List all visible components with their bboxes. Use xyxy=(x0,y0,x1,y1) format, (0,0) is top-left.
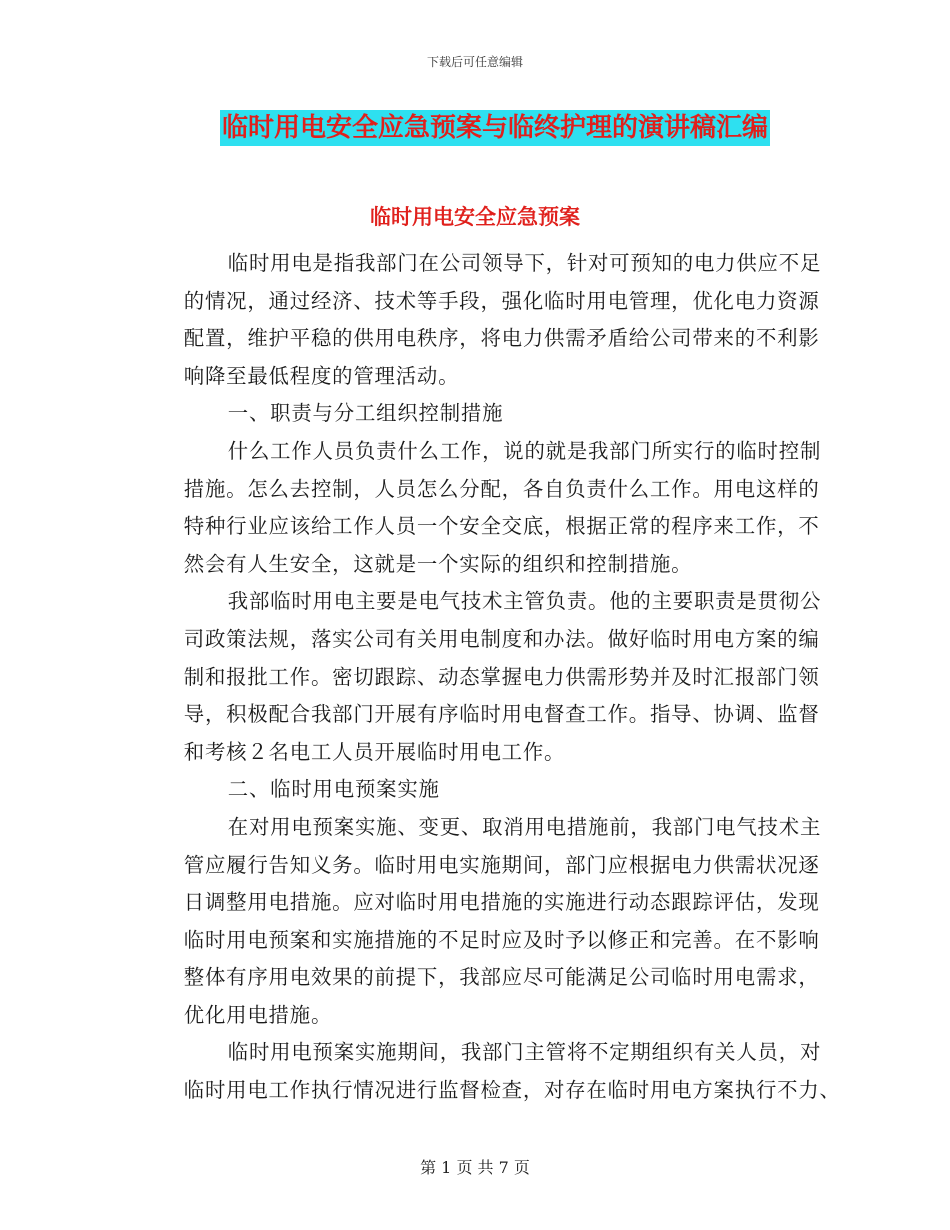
page-number: 第 1 页 共 7 页 xyxy=(420,1158,530,1177)
text-line: 和考核２名电工人员开展临时用电工作。 xyxy=(183,739,566,764)
text-line: 导，积极配合我部门开展有序临时用电督查工作。指导、协调、监督 xyxy=(183,702,820,727)
document-title: 临时用电安全应急预案与临终护理的演讲稿汇编 xyxy=(220,110,770,146)
text-line: 临时用电工作执行情况进行监督检查，对存在临时用电方案执行不力、 xyxy=(183,1078,841,1103)
text-line: 响降至最低程度的管理活动。 xyxy=(183,363,460,388)
text-line: 管应履行告知义务。临时用电实施期间，部门应根据电力供需状况逐 xyxy=(183,852,820,877)
text-line: 一、职责与分工组织控制措施 xyxy=(227,401,504,426)
text-line: 日调整用电措施。应对临时用电措施的实施进行动态跟踪评估，发现 xyxy=(183,890,820,915)
text-line: 司政策法规，落实公司有关用电制度和办法。做好临时用电方案的编 xyxy=(183,626,820,651)
text-line: 在对用电预案实施、变更、取消用电措施前，我部门电气技术主 xyxy=(227,814,822,839)
text-line: 的情况，通过经济、技术等手段，强化临时用电管理，优化电力资源 xyxy=(183,288,820,313)
paragraph xyxy=(143,245,841,1110)
text-line: 二、临时用电预案实施 xyxy=(227,777,440,802)
text-line: 制和报批工作。密切跟踪、动态掌握电力供需形势并及时汇报部门领 xyxy=(183,664,820,689)
text-line: 什么工作人员负责什么工作，说的就是我部门所实行的临时控制 xyxy=(227,438,822,463)
text-line: 然会有人生安全，这就是一个实际的组织和控制措施。 xyxy=(183,551,693,576)
header-note: 下载后可任意编辑 xyxy=(426,55,523,69)
section-title: 临时用电安全应急预案 xyxy=(370,205,580,229)
text-line: 临时用电预案实施期间，我部门主管将不定期组织有关人员，对 xyxy=(227,1040,822,1065)
document-body xyxy=(143,245,841,1110)
text-line: 临时用电是指我部门在公司领导下，针对可预知的电力供应不足 xyxy=(227,251,822,275)
text-line: 整体有序用电效果的前提下，我部应尽可能满足公司临时用电需求， xyxy=(183,965,820,990)
text-line: 配置，维护平稳的供用电秩序，将电力供需矛盾给公司带来的不利影 xyxy=(183,326,820,351)
text-line: 我部临时用电主要是电气技术主管负责。他的主要职责是贯彻公 xyxy=(227,589,822,614)
text-line: 临时用电预案和实施措施的不足时应及时予以修正和完善。在不影响 xyxy=(183,927,820,952)
text-line: 特种行业应该给工作人员一个安全交底，根据正常的程序来工作，不 xyxy=(183,514,820,539)
text-line: 措施。怎么去控制，人员怎么分配，各自负责什么工作。用电这样的 xyxy=(183,476,820,501)
text-line: 优化用电措施。 xyxy=(183,1002,333,1027)
